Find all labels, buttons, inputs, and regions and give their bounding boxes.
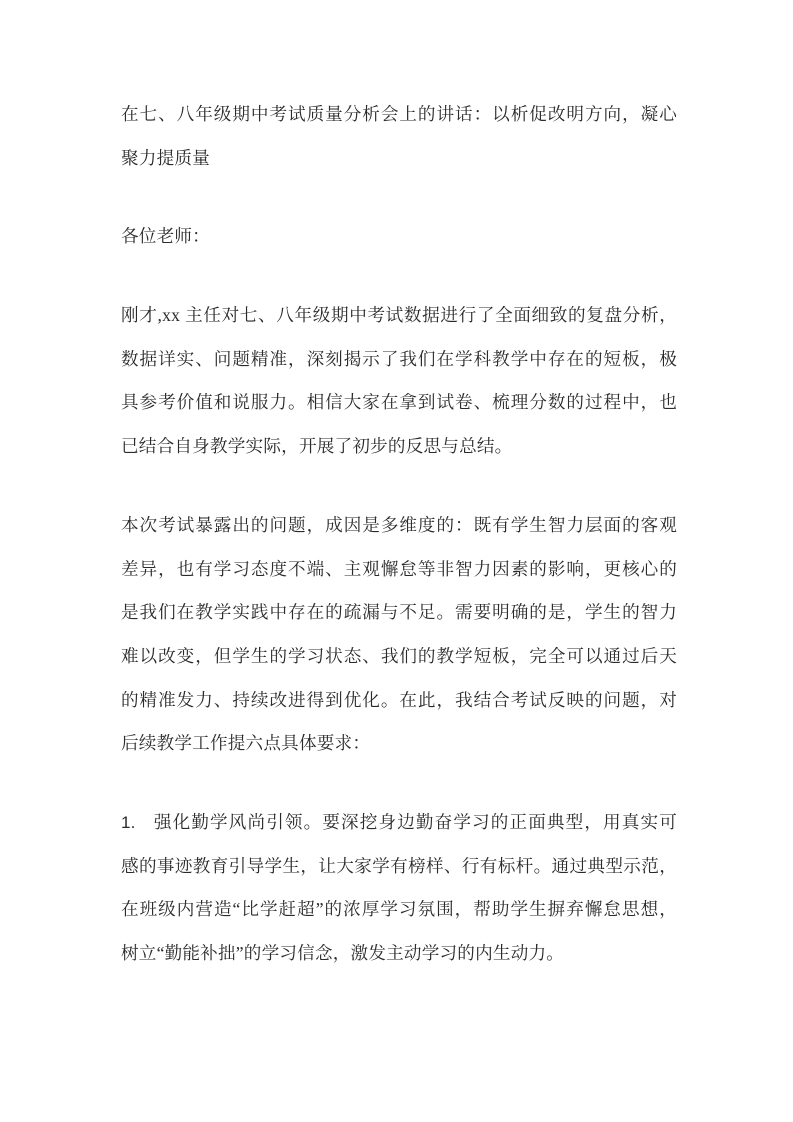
paragraph-analysis-line-2: 差异，也有学习态度不端、主观懈怠等非智力因素的影响，更核心的 [121,558,677,579]
paragraph-analysis [121,504,677,766]
paragraph-opening-line-1: 刚才,xx 主任对七、八年级期中考试数据进行了全面细致的复盘分析， [121,305,677,326]
list-item-1 [121,801,677,976]
list-item-1-line-2: 感的事迹教育引导学生，让大家学有榜样、行有标杆。通过典型示范， [121,855,677,876]
paragraph-opening-line-3: 具参考价值和说服力。相信大家在拿到试卷、梳理分数的过程中，也 [121,392,677,413]
list-item-1-line-3: 在班级内营造“比学赶超”的浓厚学习氛围，帮助学生摒弃懈怠思想， [121,899,677,920]
list-number: 1. [121,812,136,832]
document-title-line-2: 聚力提质量 [121,147,210,168]
list-item-1-line-1 [121,801,677,845]
paragraph-analysis-line-4: 难以改变，但学生的学习状态、我们的教学短板，完全可以通过后天 [121,645,677,666]
document-content [121,93,677,976]
paragraph-analysis-line-5: 的精准发力、持续改进得到优化。在此，我结合考试反映的问题，对 [121,689,677,710]
paragraph-analysis-line-6: 后续教学工作提六点具体要求： [121,733,371,754]
paragraph-opening-line-2: 数据详实、问题精准，深刻揭示了我们在学科教学中存在的短板，极 [121,348,677,369]
salutation [121,215,677,259]
list-text: 强化勤学风尚引领。要深挖身边勤奋学习的正面典型，用真实可 [153,811,677,832]
document-title-line-1: 在七、八年级期中考试质量分析会上的讲话：以析促改明方向，凝心 [121,104,677,124]
document-title [121,93,677,180]
list-item-1-line-4: 树立“勤能补拙”的学习信念，激发主动学习的内生动力。 [121,943,565,963]
salutation-line-1: 各位老师： [121,226,210,247]
paragraph-opening [121,294,677,469]
paragraph-analysis-line-1: 本次考试暴露出的问题，成因是多维度的：既有学生智力层面的客观 [121,514,677,535]
paragraph-analysis-line-3: 是我们在教学实践中存在的疏漏与不足。需要明确的是，学生的智力 [121,602,677,623]
paragraph-opening-line-4: 已结合自身教学实际，开展了初步的反思与总结。 [121,436,513,457]
